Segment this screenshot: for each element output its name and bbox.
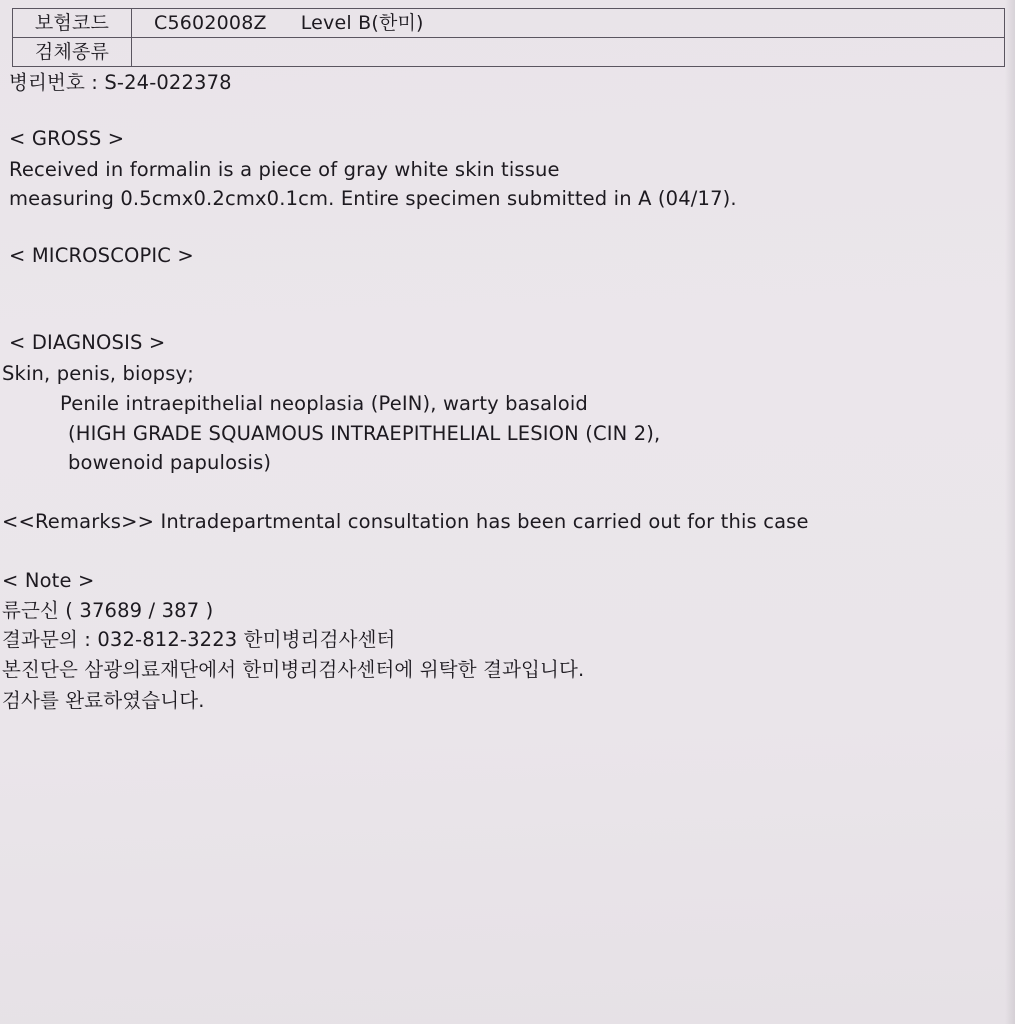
gross-line-1: Received in formalin is a piece of gray white skin tissue bbox=[9, 158, 560, 181]
insurance-code-row bbox=[13, 9, 1005, 38]
completion-line: 검사를 완료하였습니다. bbox=[2, 689, 205, 712]
diagnosis-finding: Penile intraepithelial neoplasia (PeIN), warty basaloid bbox=[60, 392, 588, 415]
specimen-type-value bbox=[132, 38, 1005, 67]
insurance-code-cell bbox=[132, 9, 1005, 38]
insurance-code-label: 보험코드 bbox=[13, 9, 132, 38]
diagnosis-detail-1: (HIGH GRADE SQUAMOUS INTRAEPITHELIAL LESION (CIN 2), bbox=[68, 422, 661, 445]
insurance-code-value: C5602008Z bbox=[154, 12, 267, 34]
report-header-table bbox=[12, 8, 1005, 67]
page-edge-shadow bbox=[1005, 0, 1015, 1024]
level-value: Level B(한미) bbox=[300, 12, 424, 34]
statement-line: 본진단은 삼광의료재단에서 한미병리검사센터에 위탁한 결과입니다. bbox=[2, 658, 585, 681]
gross-heading: < GROSS > bbox=[9, 127, 125, 150]
note-heading: < Note > bbox=[2, 569, 95, 592]
specimen-type-row bbox=[13, 38, 1005, 67]
gross-line-2: measuring 0.5cmx0.2cmx0.1cm. Entire specimen submitted in A (04/17). bbox=[9, 187, 737, 210]
diagnosis-heading: < DIAGNOSIS > bbox=[9, 331, 166, 354]
remarks-line: <<Remarks>> Intradepartmental consultation has been carried out for this case bbox=[2, 510, 809, 533]
microscopic-heading: < MICROSCOPIC > bbox=[9, 244, 194, 267]
diagnosis-detail-2: bowenoid papulosis) bbox=[68, 451, 272, 474]
specimen-type-label: 검체종류 bbox=[13, 38, 132, 67]
diagnosis-site: Skin, penis, biopsy; bbox=[2, 362, 194, 385]
pathology-number: 병리번호 : S-24-022378 bbox=[9, 71, 232, 94]
pathologist-line: 류근신 ( 37689 / 387 ) bbox=[2, 599, 214, 622]
contact-line: 결과문의 : 032-812-3223 한미병리검사센터 bbox=[2, 628, 396, 651]
